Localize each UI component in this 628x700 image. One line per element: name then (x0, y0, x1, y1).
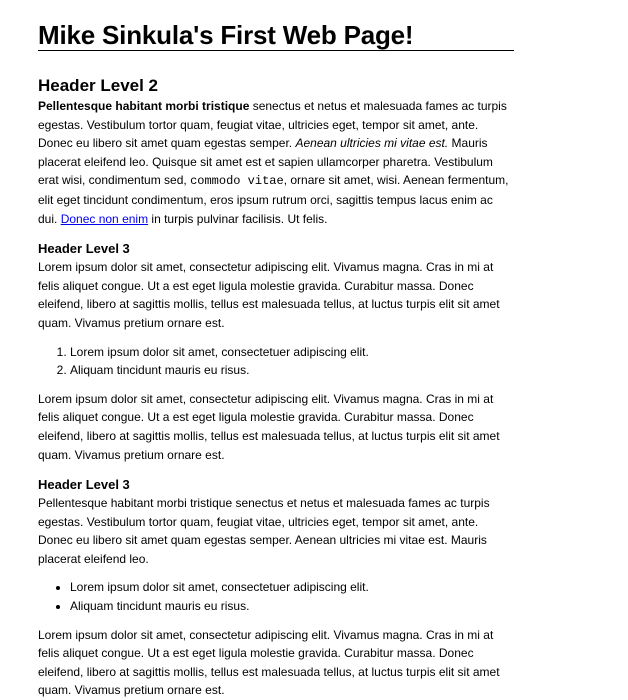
ordered-list (38, 343, 514, 380)
italic-text: Aenean ultricies mi vitae est. (295, 136, 449, 151)
section-paragraph (38, 97, 514, 228)
section-heading-h3: Header Level 3 (38, 477, 130, 493)
inline-code: commodo vitae (190, 174, 284, 189)
bold-text: Pellentesque habitant morbi tristique (38, 99, 250, 113)
paragraph-text: senectus et netus et malesuada fames ac turpis egestas. Vestibulum tortor quam, feugiat vitae, ultricies eget, tempor sit amet, ante. Donec eu libero sit amet quam egestas semper. (38, 99, 507, 151)
page-title: Mike Sinkula's First Web Page! (38, 20, 514, 51)
section-paragraph: Lorem ipsum dolor sit amet, consectetur adipiscing elit. Vivamus magna. Cras in mi at felis aliquet congue. Ut a est eget ligula molestie gravida. Curabitur massa. Donec eleifend, libero at sagittis mollis, tellus est malesuada tellus, at luctus turpis elit sit amet quam. Vivamus pretium ornare est. (38, 260, 500, 330)
paragraph-text: in turpis pulvinar facilisis. Ut felis. (148, 211, 328, 226)
section-heading-h3: Header Level 3 (38, 241, 130, 257)
section-paragraph: Lorem ipsum dolor sit amet, consectetur adipiscing elit. Vivamus magna. Cras in mi at felis aliquet congue. Ut a est eget ligula molestie gravida. Curabitur massa. Donec eleifend, libero at sagittis mollis, tellus est malesuada tellus, at luctus turpis elit sit amet quam. Vivamus pretium ornare est. (38, 391, 500, 462)
section-paragraph: Pellentesque habitant morbi tristique senectus et netus et malesuada fames ac turpis egestas. Vestibulum tortor quam, feugiat vitae, ultricies eget, tempor sit amet, ante. Donec eu libero sit amet quam egestas semper. Aenean ultricies mi vitae est. Mauris placerat eleifend leo. (38, 496, 490, 566)
section-header-level-3-b (38, 476, 514, 700)
paragraph-text: Mauris placerat eleifend leo. Quisque sit amet est et sapien ullamcorper pharetra. Vestibulum erat wisi, condimentum sed, (38, 136, 493, 188)
list-item: 1. Lorem ipsum dolor sit amet, consectetuer adipiscing elit. (70, 343, 514, 362)
list-item: 2. Aliquam tincidunt mauris eu risus. (70, 361, 514, 380)
section-paragraph: Lorem ipsum dolor sit amet, consectetur adipiscing elit. Vivamus magna. Cras in mi at felis aliquet congue. Ut a est eget ligula molestie gravida. Curabitur massa. Donec eleifend, libero at sagittis mollis, tellus est malesuada tellus, at luctus turpis elit sit amet quam. Vivamus pretium ornare est. (38, 627, 500, 698)
section-header-level-3-a (38, 240, 514, 464)
section-heading-h2: Header Level 2 (38, 76, 159, 95)
list-item: • Lorem ipsum dolor sit amet, consectetuer adipiscing elit. (70, 578, 514, 597)
list-item: • Aliquam tincidunt mauris eu risus. (70, 597, 514, 616)
unordered-list (38, 578, 514, 615)
section-header-level-2 (38, 75, 514, 228)
paragraph-text: , ornare sit amet, wisi. Aenean fermentum, elit eget tincidunt condimentum, eros ipsum rutrum orci, sagittis tempus lacus enim ac dui. (38, 173, 509, 226)
donec-non-enim-link[interactable]: Donec non enim (60, 211, 149, 226)
content (38, 20, 514, 700)
